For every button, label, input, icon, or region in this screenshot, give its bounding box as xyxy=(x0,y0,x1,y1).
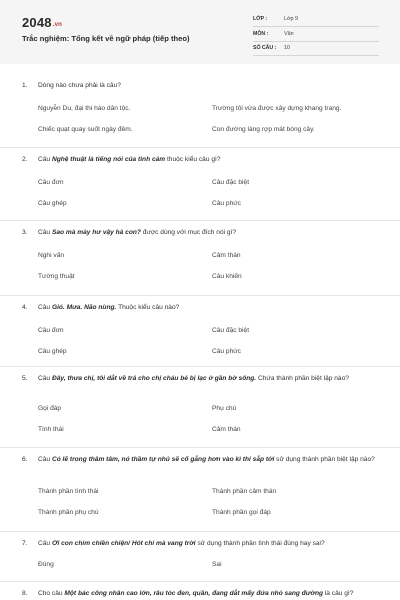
question-quote: Đây, thưa chị, tôi dắt về trả cho chị cháu bé bị lạc ở gần bờ sông. xyxy=(51,375,257,382)
question-text xyxy=(38,80,376,91)
answer-option[interactable]: Câu đơn xyxy=(38,327,64,334)
question-item xyxy=(0,295,400,366)
question-item xyxy=(0,581,400,600)
question-text-part: Thuộc kiểu câu nào? xyxy=(116,304,180,311)
answer-option[interactable]: Đúng xyxy=(38,561,54,568)
question-text xyxy=(38,154,376,165)
question-quote: Ơi con chim chiền chiện/ Hót chi mà vang trời xyxy=(51,540,196,547)
question-text-part: Câu xyxy=(38,375,52,382)
answer-option[interactable]: Câu phức xyxy=(212,348,241,355)
meta-row-question-count xyxy=(253,43,379,56)
question-text-part: Câu xyxy=(38,540,52,547)
question-text-part: Câu xyxy=(38,456,52,463)
question-text-part: Cho câu xyxy=(38,590,65,597)
question-text xyxy=(38,373,376,384)
question-number: 8. xyxy=(22,590,28,597)
meta-label: MÔN : xyxy=(253,31,269,37)
question-text-part: Chứa thành phần biệt lập nào? xyxy=(256,375,349,382)
question-quote: Gió. Mưa. Não nùng. xyxy=(51,304,117,311)
answer-option[interactable]: Câu đơn xyxy=(38,179,64,186)
site-logo[interactable] xyxy=(22,15,62,30)
question-item xyxy=(0,366,400,447)
question-number: 7. xyxy=(22,540,28,547)
question-quote: Có lẽ trong thâm tâm, nó thầm tự nhủ sẽ cố gắng hơn vào kì thi sắp tới xyxy=(51,456,275,463)
question-quote: Nghệ thuật là tiếng nói của tình cảm xyxy=(51,156,166,163)
question-item xyxy=(0,66,400,147)
answer-option[interactable]: Câu khiến xyxy=(212,273,242,280)
answer-option[interactable]: Nghi vấn xyxy=(38,252,65,259)
meta-row-subject xyxy=(253,29,379,42)
answer-option[interactable]: Thành phần phụ chú xyxy=(38,509,99,516)
question-item xyxy=(0,531,400,581)
question-text-part: là câu gì? xyxy=(323,590,354,597)
question-item xyxy=(0,147,400,220)
meta-value: 10 xyxy=(284,45,290,51)
answer-option[interactable]: Trường tôi vừa được xây dựng khang trang. xyxy=(212,105,342,112)
question-number: 5. xyxy=(22,375,28,382)
logo-suffix: .vn xyxy=(52,22,63,28)
worksheet-title: Trắc nghiệm: Tổng kết về ngữ pháp (tiếp theo) xyxy=(22,34,190,43)
meta-label: LỚP : xyxy=(253,16,268,22)
answer-option[interactable]: Tình thái xyxy=(38,426,64,433)
meta-label: SỐ CÂU : xyxy=(253,45,277,51)
answer-option[interactable]: Cảm thán xyxy=(212,426,241,433)
question-text-part: sử dụng thành phần biệt lập nào? xyxy=(274,456,375,463)
answer-option[interactable]: Gọi đáp xyxy=(38,405,62,412)
question-text-part: Câu xyxy=(38,304,52,311)
question-text-part: Dòng nào chưa phải là câu? xyxy=(38,82,121,89)
question-text-part: Câu xyxy=(38,156,52,163)
meta-row-grade xyxy=(253,14,379,27)
answer-option[interactable]: Cảm thán xyxy=(212,252,241,259)
question-number: 1. xyxy=(22,82,28,89)
answer-option[interactable]: Con đường làng rợp mát bóng cây. xyxy=(212,126,315,133)
question-quote: Sao mà mày hư vậy hả con? xyxy=(51,229,141,236)
answer-option[interactable]: Thành phần cảm thán xyxy=(212,488,277,495)
answer-option[interactable]: Câu phức xyxy=(212,200,241,207)
answer-option[interactable]: Câu ghép xyxy=(38,348,67,355)
logo-text: 2048 xyxy=(22,15,52,30)
meta-value: Văn xyxy=(284,31,294,37)
question-text-part: được dùng với mục đích nói gì? xyxy=(140,229,237,236)
question-text xyxy=(38,227,376,238)
answer-option[interactable]: Phụ chú xyxy=(212,405,237,412)
question-text xyxy=(38,538,376,549)
question-text-part: sử dụng thành phần tình thái đúng hay sai? xyxy=(195,540,325,547)
question-number: 2. xyxy=(22,156,28,163)
question-text xyxy=(38,588,376,599)
question-text-part: Câu xyxy=(38,229,52,236)
question-text xyxy=(38,454,376,465)
answer-option[interactable]: Chiếc quạt quay suốt ngày đêm. xyxy=(38,126,133,133)
question-item xyxy=(0,447,400,531)
question-item xyxy=(0,220,400,295)
question-number: 4. xyxy=(22,304,28,311)
question-number: 6. xyxy=(22,456,28,463)
question-number: 3. xyxy=(22,229,28,236)
question-text xyxy=(38,302,376,313)
answer-option[interactable]: Câu đặc biệt xyxy=(212,179,250,186)
answer-option[interactable]: Câu ghép xyxy=(38,200,67,207)
answer-option[interactable]: Thành phần tình thái xyxy=(38,488,99,495)
question-text-part: thuộc kiểu câu gì? xyxy=(165,156,221,163)
answer-option[interactable]: Sai xyxy=(212,561,222,568)
answer-option[interactable]: Tường thuật xyxy=(38,273,75,280)
worksheet-header xyxy=(0,0,400,64)
answer-option[interactable]: Câu đặc biệt xyxy=(212,327,250,334)
answer-option[interactable]: Nguyễn Du, đại thi hào dân tộc. xyxy=(38,105,131,112)
meta-value: Lớp 9 xyxy=(284,16,299,22)
answer-option[interactable]: Thành phần gọi đáp xyxy=(212,509,271,516)
question-quote: Một bác công nhân cao lớn, râu tóc đen, quần, đang dắt mấy đứa nhỏ sang đường xyxy=(64,590,323,597)
